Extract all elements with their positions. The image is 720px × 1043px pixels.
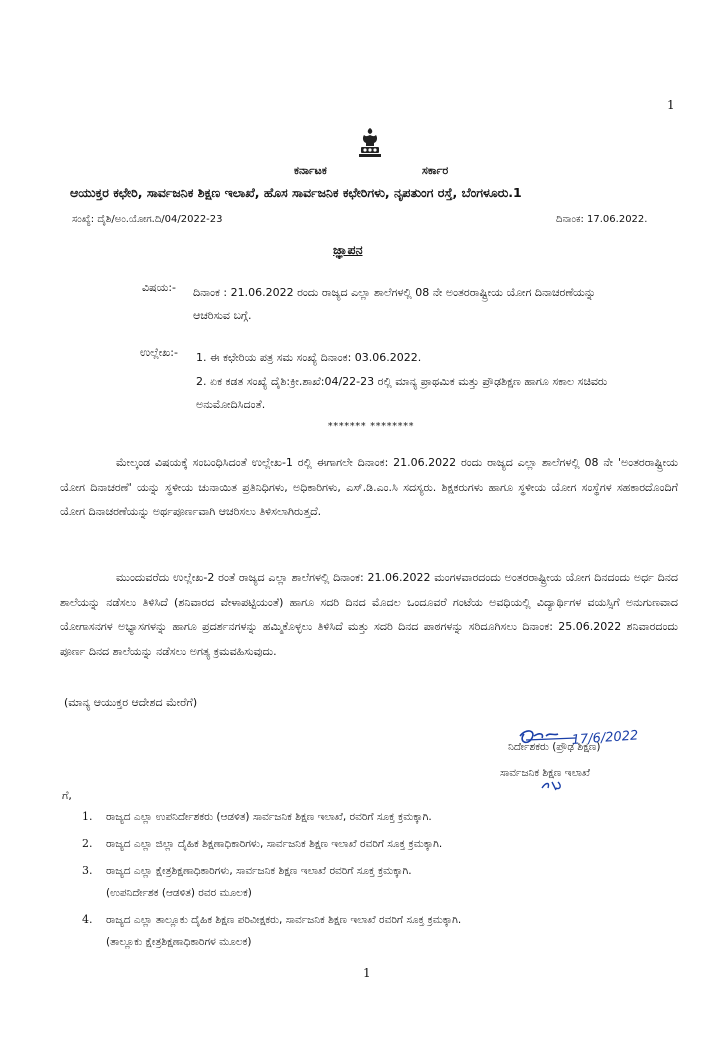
body-paragraph: ಮೇಲ್ಕಂಡ ವಿಷಯಕ್ಕೆ ಸಂಬಂಧಿಸಿದಂತೆ ಉಲ್ಲೇಖ-1 ರಲ್ಲಿ ಈಗಾಗಲೇ ದಿನಾಂಕ: 21.06.2022 ರಂದು ರಾಜ್ಯದ ಎಲ್ಲಾ ಶಾಲೆಗಳಲ್ಲಿ 08 ನೇ 'ಅಂತರರಾಷ್ಟ್ರೀಯ ಯೋಗ ದಿನಾಚರಣೆ' ಯನ್ನು ಸ್ಥಳೀಯ ಚುನಾಯಿತ ಪ್ರತಿನಿಧಿಗಳು, ಅಧಿಕಾರಿಗಳು, ಎಸ್.ಡಿ.ಎಂ.ಸಿ ಸದಸ್ಯರು. ಶಿಕ್ಷಕರುಗಳು ಹಾಗೂ ಸ್ಥಳೀಯ ಯೋಗ ಸಂಸ್ಥೆಗಳ ಸಹಕಾರದೊಂದಿಗೆ ಯೋಗ ದಿನಾಚರಣೆಯನ್ನು ಅರ್ಥಪೂರ್ಣವಾಗಿ ಆಚರಿಸಲು ತಿಳಿಸಲಾಗಿರುತ್ತದೆ. <box>60 456 678 518</box>
list-item <box>82 806 642 828</box>
list-subtext: (ತಾಲ್ಲೂಕು ಕ್ಷೇತ್ರಶಿಕ್ಷಣಾಧಿಕಾರಿಗಳ ಮೂಲಕ) <box>106 936 252 948</box>
reference-item: 1. ಈ ಕಛೇರಿಯ ಪತ್ರ ಸಮ ಸಂಖ್ಯೆ ದಿನಾಂಕ: 03.06.2022. <box>196 351 422 364</box>
references-label: ಉಲ್ಲೇಖ:- <box>140 346 178 359</box>
list-number: 1. <box>82 810 93 823</box>
signatory-department: ಸಾರ್ವಜನಿಕ ಶಿಕ್ಷಣ ಇಲಾಖೆ <box>500 767 591 779</box>
reference-item: 2. ಏಕ ಕಡತ ಸಂಖ್ಯೆ ದೈಶಿ:ಕ್ರೀ.ಶಾಖೆ:04/22-23 ರಲ್ಲಿ ಮಾನ್ಯ ಪ್ರಾಥಮಿಕ ಮತ್ತು ಪ್ರೌಢಶಿಕ್ಷಣ ಹಾಗೂ ಸಕಾಲ ಸಚಿವರು ಅನುಮೋದಿಸಿದಂತೆ. <box>196 375 608 411</box>
separator: ******* ******** <box>328 422 415 432</box>
list-subtext: (ಉಪನಿರ್ದೇಶಕ (ಆಡಳಿತ) ರವರ ಮೂಲಕ) <box>106 887 252 899</box>
list-number: 2. <box>82 837 93 850</box>
list-number: 3. <box>82 864 93 877</box>
page-number-bottom: 1 <box>363 966 371 980</box>
svg-text:17/6/2022: 17/6/2022 <box>571 728 639 748</box>
list-text: ರಾಜ್ಯದ ಎಲ್ಲಾ ಉಪನಿರ್ದೇಶಕರು (ಆಡಳಿತ) ಸಾರ್ವಜನಿಕ ಶಿಕ್ಷಣ ಇಲಾಖೆ, ರವರಿಗೆ ಸೂಕ್ತ ಕ್ರಮಕ್ಕಾಗಿ. <box>106 811 432 823</box>
reference-number: ಸಂಖ್ಯೆ: ದೈಶಿ/ಅಂ.ಯೋಗ.ದಿ/04/2022-23 <box>72 214 223 225</box>
list-text: ರಾಜ್ಯದ ಎಲ್ಲಾ ಜಿಲ್ಲಾ ದೈಹಿಕ ಶಿಕ್ಷಣಾಧಿಕಾರಿಗಳು, ಸಾರ್ವಜನಿಕ ಶಿಕ್ಷಣ ಇಲಾಖೆ ರವರಿಗೆ ಸೂಕ್ತ ಕ್ರಮಕ್ಕಾಗಿ. <box>106 838 443 850</box>
list-text: ರಾಜ್ಯದ ಎಲ್ಲಾ ಕ್ಷೇತ್ರಶಿಕ್ಷಣಾಧಿಕಾರಿಗಳು, ಸಾರ್ವಜನಿಕ ಶಿಕ್ಷಣ ಇಲಾಖೆ ರವರಿಗೆ ಸೂಕ್ತ ಕ್ರಮಕ್ಕಾಗಿ. <box>106 865 412 877</box>
by-order-line: (ಮಾನ್ಯ ಆಯುಕ್ತರ ಆದೇಶದ ಮೇರೆಗೆ) <box>64 696 198 709</box>
list-number: 4. <box>82 913 93 926</box>
body-paragraph: ಮುಂದುವರೆದು ಉಲ್ಲೇಖ-2 ರಂತೆ ರಾಜ್ಯದ ಎಲ್ಲಾ ಶಾಲೆಗಳಲ್ಲಿ ದಿನಾಂಕ: 21.06.2022 ಮಂಗಳವಾರದಂದು ಅಂತರರಾಷ್ಟ್ರೀಯ ಯೋಗ ದಿನದಂದು ಅರ್ಧ ದಿನದ ಶಾಲೆಯನ್ನು ನಡೆಸಲು ತಿಳಿಸಿದೆ (ಶನಿವಾರದ ವೇಳಾಪಟ್ಟಿಯಂತೆ) ಹಾಗೂ ಸದರಿ ದಿನದ ಮೊದಲ ಒಂದೂವರೆ ಗಂಟೆಯ ಅವಧಿಯಲ್ಲಿ ವಿದ್ಯಾರ್ಥಿಗಳ ವಯಸ್ಸಿಗೆ ಅನುಗುಣವಾದ ಯೋಗಾಸನಗಳ ಅಭ್ಯಾಸಗಳನ್ನು ಹಾಗೂ ಪ್ರದರ್ಶನಗಳನ್ನು ಹಮ್ಮಿಕೊಳ್ಳಲು ತಿಳಿಸಿದೆ ಮತ್ತು ಸದರಿ ದಿನದ ಪಾಠಗಳನ್ನು ಸರಿದೂಗಿಸಲು ದಿನಾಂಕ: 25.06.2022 ಶನಿವಾರದಂದು ಪೂರ್ಣ ದಿನದ ಶಾಲೆಯನ್ನು ನಡೆಸಲು ಅಗತ್ಯ ಕ್ರಮವಹಿಸುವುದು. <box>60 571 678 658</box>
karnataka-emblem-icon <box>355 126 385 162</box>
signatory-title: ನಿರ್ದೇಶಕರು (ಪ್ರೌಢ ಶಿಕ್ಷಣ) <box>508 741 601 753</box>
subject-text: ದಿನಾಂಕ : 21.06.2022 ರಂದು ರಾಜ್ಯದ ಎಲ್ಲಾ ಶಾಲೆಗಳಲ್ಲಿ 08 ನೇ ಅಂತರರಾಷ್ಟ್ರೀಯ ಯೋಗ ದಿನಾಚರಣೆಯನ್ನು ಆಚರಿಸುವ ಬಗ್ಗೆ. <box>193 286 596 322</box>
copy-to-list <box>82 806 642 958</box>
list-text: ರಾಜ್ಯದ ಎಲ್ಲಾ ತಾಲ್ಲೂಕು ದೈಹಿಕ ಶಿಕ್ಷಣ ಪರಿವೀಕ್ಷಕರು, ಸಾರ್ವಜನಿಕ ಶಿಕ್ಷಣ ಇಲಾಖೆ ರವರಿಗೆ ಸೂಕ್ತ ಕ್ರಮಕ್ಕಾಗಿ. <box>106 914 462 926</box>
list-item <box>82 860 642 904</box>
to-label: ಗೆ, <box>62 789 72 802</box>
subject-label: ವಿಷಯ:- <box>142 281 177 294</box>
state-name: ಕರ್ನಾಟಕ <box>294 164 327 177</box>
office-address: ಆಯುಕ್ತರ ಕಛೇರಿ, ಸಾರ್ವಜನಿಕ ಶಿಕ್ಷಣ ಇಲಾಖೆ, ಹೊಸ ಸಾರ್ವಜನಿಕ ಕಛೇರಿಗಳು, ನೃಪತುಂಗ ರಸ್ತೆ, ಬೆಂಗಳೂರು.1 <box>70 185 522 200</box>
page-number-top: 1 <box>667 98 675 112</box>
list-item <box>82 833 642 855</box>
document-title: ಜ್ಞಾಪನ <box>333 242 363 257</box>
list-item <box>82 909 642 953</box>
government-word: ಸರ್ಕಾರ <box>422 164 449 177</box>
document-date: ದಿನಾಂಕ: 17.06.2022. <box>556 214 648 225</box>
handwritten-signature <box>506 724 666 794</box>
